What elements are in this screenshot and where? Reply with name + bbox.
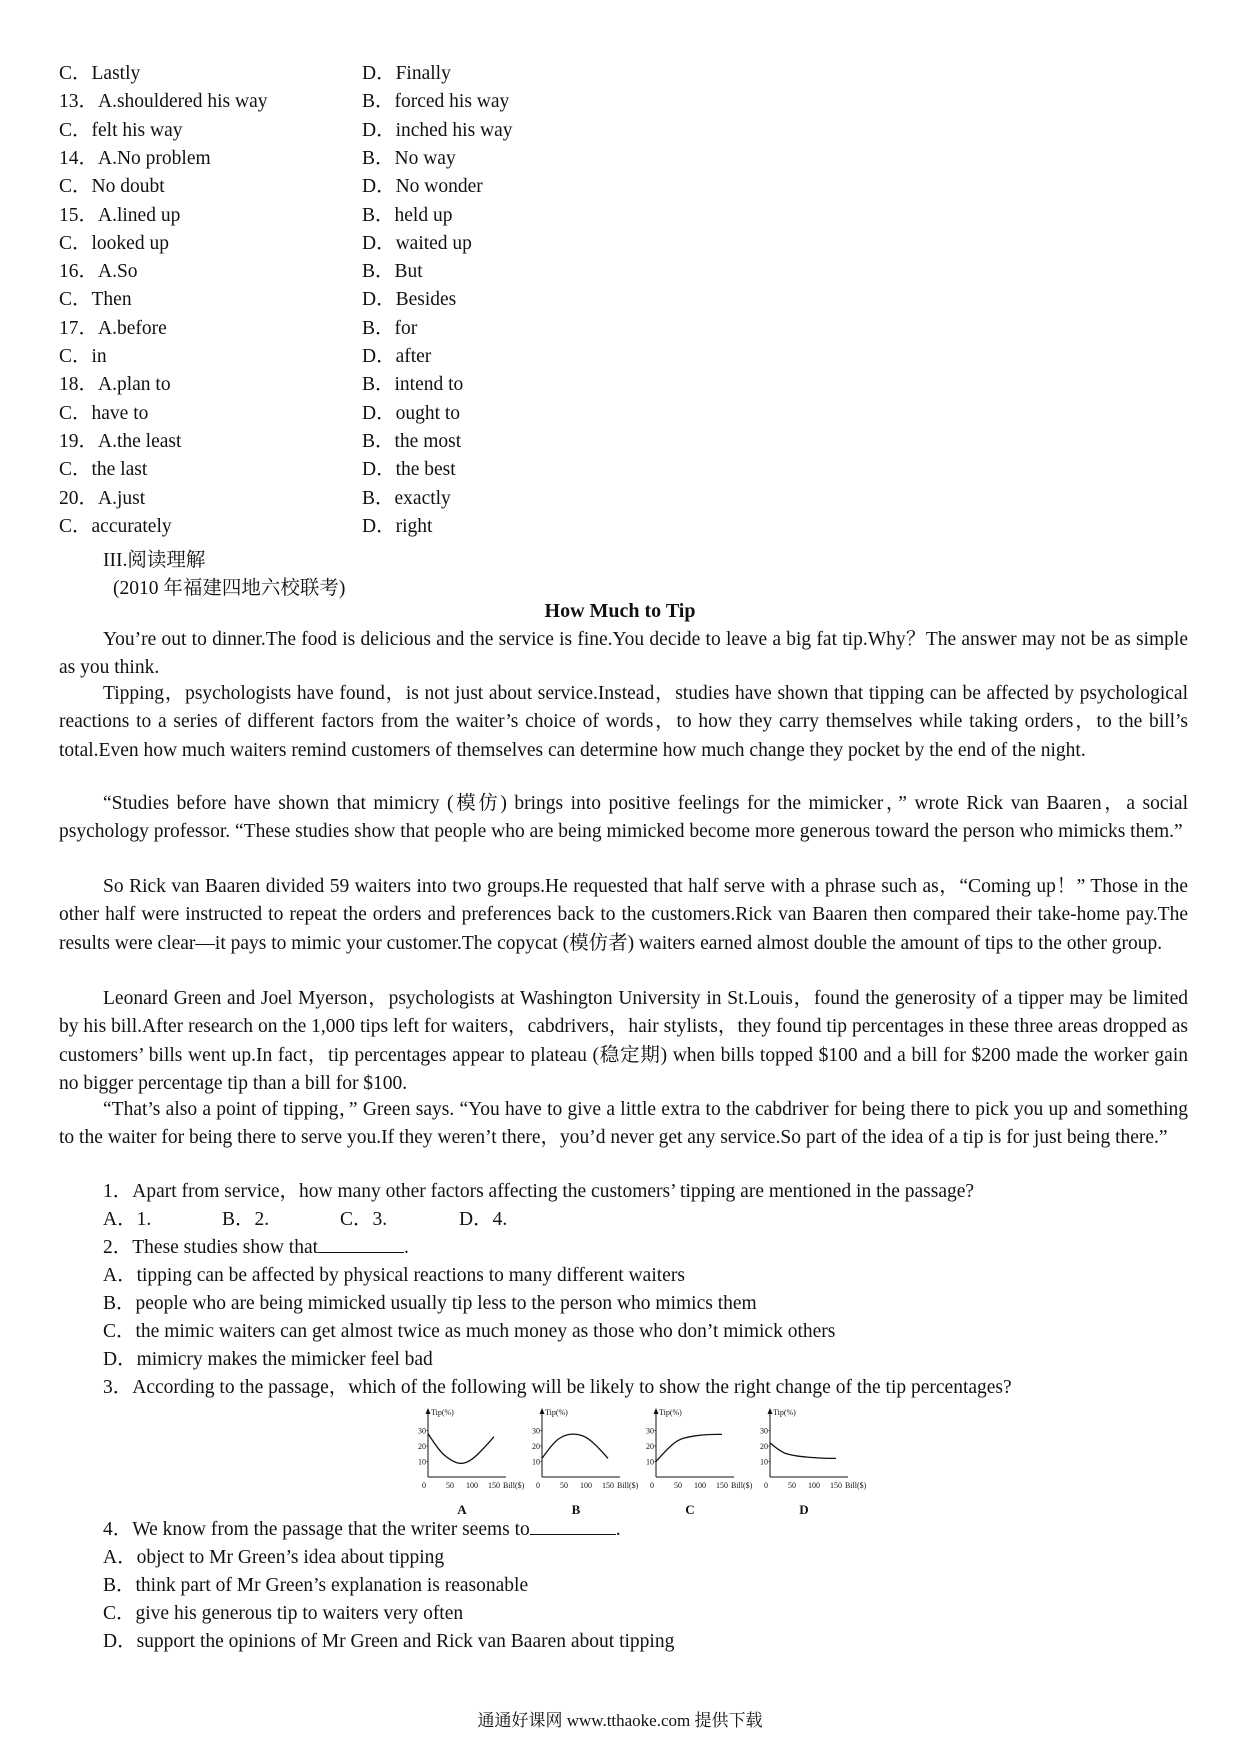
series-line-A bbox=[428, 1434, 494, 1464]
option-left: C．the last bbox=[59, 459, 148, 481]
question-2-option-a: A．tipping can be affected by physical reactions to many different waiters bbox=[103, 1265, 685, 1286]
option-right: D．inched his way bbox=[362, 119, 513, 141]
question-2-stem-end: . bbox=[404, 1237, 409, 1258]
question-3-stem: 3．According to the passage，which of the following will be likely to show the right change of the tip percentages? bbox=[103, 1377, 1012, 1398]
page-footer: 通通好课网 www.tthaoke.com 提供下载 bbox=[477, 1711, 763, 1730]
x-tick-label: 0 bbox=[422, 1481, 426, 1490]
passage-paragraph-4: So Rick van Baaren divided 59 waiters into two groups.He requested that half serve with a phrase such as，“Coming up！” Those in the other half were instructed to repeat the orders and preferences back to the customers.Rick van Baaren then compared their take-home pay.The results were clear—it pays to mimic your customer.The copycat (模仿者) waiters earned almost double the amount of tips to the other group. bbox=[59, 876, 1188, 954]
question-4-stem-end: . bbox=[615, 1519, 621, 1540]
x-axis-label: Bill($) bbox=[617, 1481, 639, 1490]
option-right: D．after bbox=[362, 346, 432, 367]
option-right: D．ought to bbox=[362, 402, 461, 424]
question-2-stem-text: 2．These studies show that bbox=[103, 1237, 319, 1258]
y-axis-arrow bbox=[426, 1408, 431, 1414]
question-2-option-b: B．people who are being mimicked usually tip less to the person who mimics them bbox=[103, 1293, 757, 1314]
y-tick-label: 10 bbox=[760, 1457, 768, 1467]
option-left: C．looked up bbox=[59, 232, 169, 254]
question-2-option-c: C．the mimic waiters can get almost twice as much money as those who don’t mimick others bbox=[103, 1321, 836, 1342]
option-left: 15．A.lined up bbox=[59, 204, 181, 226]
y-axis-arrow bbox=[654, 1408, 659, 1414]
passage-paragraph-2: Tipping，psychologists have found，is not just about service.Instead，studies have shown that tipping can be affected by psychological reactions to a series of different factors from the waiter’s choice of words，to how they carry themselves while taking orders，to the bill’s total.Even how much waiters remind customers of themselves can determine how much change they pocket by the end of the night. bbox=[59, 683, 1188, 761]
series-line-D bbox=[770, 1443, 836, 1459]
option-right: D．Finally bbox=[362, 63, 451, 84]
option-right: B．No way bbox=[362, 147, 456, 169]
option-right: D．right bbox=[362, 515, 433, 537]
option-left: C．felt his way bbox=[59, 119, 183, 141]
series-line-B bbox=[542, 1434, 608, 1458]
option-left: 13．A.shouldered his way bbox=[59, 91, 268, 113]
x-tick-label: 150 bbox=[716, 1481, 728, 1490]
option-left: C．Lastly bbox=[59, 63, 141, 84]
option-right: B．exactly bbox=[362, 487, 451, 509]
option-left: C．Then bbox=[59, 289, 132, 311]
option-right: D．Besides bbox=[362, 289, 457, 311]
y-tick-label: 30 bbox=[418, 1426, 426, 1436]
x-tick-label: 50 bbox=[788, 1481, 796, 1490]
option-left: 19．A.the least bbox=[59, 430, 182, 452]
question-1-option-c: C．3. bbox=[340, 1209, 388, 1230]
x-tick-label: 100 bbox=[580, 1481, 592, 1490]
question-1-stem: 1．Apart from service，how many other factors affecting the customers’ tipping are mentioned in the passage? bbox=[103, 1181, 975, 1202]
option-left: 20．A.just bbox=[59, 487, 146, 509]
y-axis-arrow bbox=[768, 1408, 773, 1414]
option-right: B．held up bbox=[362, 204, 453, 226]
option-left: C．in bbox=[59, 346, 107, 367]
option-left: C．No doubt bbox=[59, 176, 165, 198]
option-right: D．waited up bbox=[362, 232, 472, 254]
question-4-option-d: D．support the opinions of Mr Green and Rick van Baaren about tipping bbox=[103, 1631, 675, 1652]
passage-title: How Much to Tip bbox=[544, 600, 696, 622]
x-tick-label: 150 bbox=[830, 1481, 842, 1490]
x-tick-label: 50 bbox=[674, 1481, 682, 1490]
option-right: D．the best bbox=[362, 459, 456, 481]
y-axis-arrow bbox=[540, 1408, 545, 1414]
section-heading: III.阅读理解 bbox=[103, 550, 206, 571]
option-right: B．for bbox=[362, 317, 418, 339]
question-4-stem-text: 4．We know from the passage that the writer seems to bbox=[103, 1519, 530, 1540]
option-right: B．forced his way bbox=[362, 91, 510, 113]
option-left: 14．A.No problem bbox=[59, 147, 211, 169]
question-1-option-d: D．4. bbox=[459, 1209, 508, 1230]
x-tick-label: 0 bbox=[536, 1481, 540, 1490]
option-left: C．have to bbox=[59, 402, 149, 424]
x-tick-label: 0 bbox=[764, 1481, 768, 1490]
y-tick-label: 20 bbox=[646, 1442, 654, 1451]
y-tick-label: 20 bbox=[532, 1442, 540, 1451]
x-tick-label: 50 bbox=[560, 1481, 568, 1490]
x-axis-label: Bill($) bbox=[731, 1481, 753, 1490]
y-tick-label: 30 bbox=[646, 1426, 654, 1436]
x-tick-label: 100 bbox=[808, 1481, 820, 1490]
option-left: 16．A.So bbox=[59, 261, 138, 283]
x-tick-label: 0 bbox=[650, 1481, 654, 1490]
y-tick-label: 10 bbox=[646, 1457, 654, 1467]
chart-label: B bbox=[571, 1502, 581, 1517]
y-tick-label: 10 bbox=[532, 1457, 540, 1467]
x-tick-label: 50 bbox=[446, 1481, 454, 1490]
option-left: 17．A.before bbox=[59, 317, 167, 339]
y-tick-label: 10 bbox=[418, 1457, 426, 1467]
answer-blank bbox=[530, 1518, 616, 1535]
y-axis-label: Tip(%) bbox=[431, 1408, 454, 1417]
option-right: B．But bbox=[362, 261, 423, 283]
x-tick-label: 100 bbox=[694, 1481, 706, 1490]
question-2-stem bbox=[103, 1236, 409, 1260]
y-axis-label: Tip(%) bbox=[659, 1408, 682, 1417]
option-right: D．No wonder bbox=[362, 176, 483, 198]
question-1-option-b: B．2. bbox=[222, 1209, 270, 1230]
option-right: B．intend to bbox=[362, 374, 464, 396]
option-left: C．accurately bbox=[59, 515, 172, 537]
passage-paragraph-6: “That’s also a point of tipping，” Green says. “You have to give a little extra to the cabdriver for being there to pick you up and something to the waiter for being there to serve you.If they weren’t there，you’d never get any service.So part of the idea of a tip is for just being there.” bbox=[59, 1099, 1188, 1149]
x-axis-label: Bill($) bbox=[845, 1481, 867, 1490]
y-axis-label: Tip(%) bbox=[773, 1408, 796, 1417]
question-2-option-d: D．mimicry makes the mimicker feel bad bbox=[103, 1349, 433, 1370]
y-tick-label: 30 bbox=[532, 1426, 540, 1436]
answer-blank bbox=[318, 1236, 404, 1253]
question-4-option-b: B．think part of Mr Green’s explanation is reasonable bbox=[103, 1575, 529, 1596]
x-tick-label: 150 bbox=[602, 1481, 614, 1490]
question-1-option-a: A．1. bbox=[103, 1209, 152, 1230]
chart-label: A bbox=[457, 1502, 467, 1517]
question-4-option-c: C．give his generous tip to waiters very often bbox=[103, 1603, 464, 1624]
y-tick-label: 20 bbox=[418, 1442, 426, 1451]
option-right: B．the most bbox=[362, 430, 462, 452]
x-axis-label: Bill($) bbox=[503, 1481, 525, 1490]
x-tick-label: 100 bbox=[466, 1481, 478, 1490]
passage-paragraph-5: Leonard Green and Joel Myerson，psychologists at Washington University in St.Louis，found the generosity of a tipper may be limited by his bill.After research on the 1,000 tips left for waiters，cabdrivers，hair stylists，they found tip percentages in these three areas dropped as customers’ bills went up.In fact，tip percentages appear to plateau (稳定期) when bills topped $100 and a bill for $200 made the worker gain no bigger percentage tip than a bill for $100. bbox=[59, 988, 1188, 1094]
series-line-C bbox=[656, 1434, 722, 1461]
tip-percentage-charts bbox=[405, 1405, 885, 1520]
y-tick-label: 30 bbox=[760, 1426, 768, 1436]
chart-label: C bbox=[685, 1502, 695, 1517]
passage-paragraph-1: You’re out to dinner.The food is delicious and the service is fine.You decide to leave a big fat tip.Why？The answer may not be as simple as you think. bbox=[59, 629, 1188, 679]
y-tick-label: 20 bbox=[760, 1442, 768, 1451]
option-left: 18．A.plan to bbox=[59, 374, 171, 396]
question-4-option-a: A．object to Mr Green’s idea about tipping bbox=[103, 1547, 445, 1568]
passage-paragraph-3: “Studies before have shown that mimicry (模仿) brings into positive feelings for the mimicker，” wrote Rick van Baaren，a social psychology professor. “These studies show that people who are being mimicked become more generous toward the person who mimicks them.” bbox=[59, 793, 1188, 843]
chart-label: D bbox=[799, 1502, 809, 1517]
source-note: (2010 年福建四地六校联考) bbox=[113, 578, 346, 599]
question-4-stem bbox=[103, 1518, 621, 1542]
y-axis-label: Tip(%) bbox=[545, 1408, 568, 1417]
x-tick-label: 150 bbox=[488, 1481, 500, 1490]
